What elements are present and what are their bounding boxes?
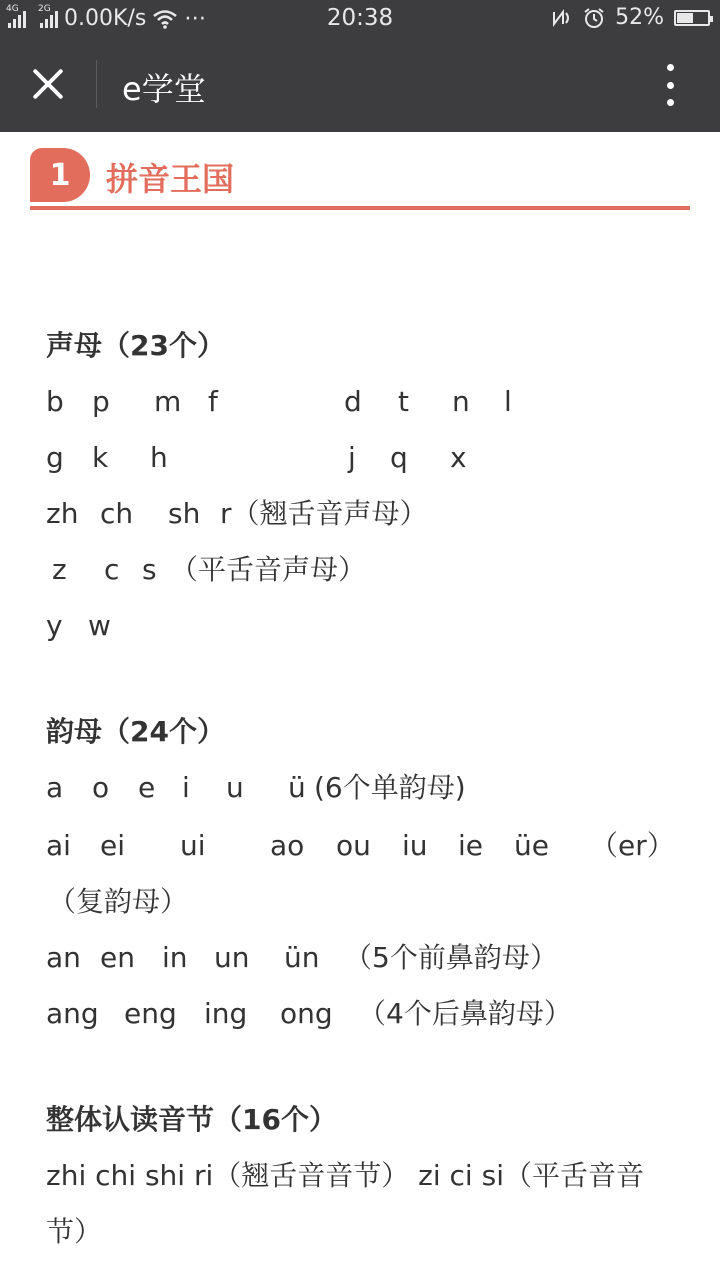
pinyin-token: s [142,553,157,586]
pinyin-token: ei [100,829,126,862]
pinyin-token: (6个单韵母) [314,771,466,804]
pinyin-token: b [46,385,64,418]
pinyin-token: y [46,609,63,642]
pinyin-token: ao [270,829,305,862]
pinyin-token: ang [46,997,99,1030]
battery-icon [674,10,710,26]
nav-divider [96,60,97,108]
network-type-label-2: 2G [38,3,51,14]
pinyin-token: ch [100,497,134,530]
pinyin-token: ing [204,997,248,1030]
status-right [551,5,710,30]
dot-icon [667,99,674,106]
pinyin-token: ui [180,829,206,862]
battery-fill [677,13,693,23]
pinyin-line [46,826,686,866]
pinyin-token: o [92,771,110,804]
status-bar [0,0,720,36]
pinyin-token: l [504,385,512,418]
pinyin-token: m [154,385,182,418]
pinyin-line [46,606,686,646]
pinyin-token: ie [458,829,484,862]
pinyin-token: un [214,941,250,974]
pinyin-token: n [452,385,470,418]
network-speed: 0.00K/s [64,6,147,31]
pinyin-token: r（翘舌音声母） [220,497,428,530]
nav-title: e学堂 [122,70,206,108]
pinyin-token: ai [46,829,71,862]
pinyin-line [46,882,686,922]
section-header [30,146,690,212]
pinyin-token: a [46,771,64,804]
pinyin-token: iu [402,829,428,862]
clock: 20:38 [326,5,394,31]
close-button[interactable] [26,62,70,106]
section-number-badge: 1 [30,148,90,202]
pinyin-token: （er） [590,829,675,862]
pinyin-token: i [182,771,190,804]
pinyin-token: zh [46,497,79,530]
pinyin-token: u [226,771,244,804]
pinyin-line [46,382,686,422]
pinyin-token: j [348,441,356,474]
pinyin-token: h [150,441,168,474]
more-options-button[interactable] [660,64,680,106]
pinyin-line [46,494,686,534]
pinyin-token: k [92,441,109,474]
pinyin-line [46,438,686,478]
pinyin-token: p [92,385,110,418]
section-divider [30,206,690,210]
pinyin-token: z [52,553,67,586]
pinyin-line [46,1156,686,1196]
pinyin-token: e [138,771,156,804]
nfc-icon [551,8,573,28]
pinyin-token: ou [336,829,371,862]
alarm-icon [583,7,605,29]
pinyin-line [46,994,686,1034]
battery-percent: 52% [615,5,664,30]
pinyin-token: x [450,441,467,474]
pinyin-token: t [398,385,409,418]
pinyin-token: zhi chi shi ri（翘舌音音节） zi ci si（平舌音音 [46,1159,644,1192]
pinyin-line [46,938,686,978]
more-notifications-icon: ⋯ [184,6,207,31]
pinyin-token: ün [284,941,320,974]
pinyin-token: d [344,385,362,418]
pinyin-token: c [104,553,120,586]
group-heading: 韵母（24个） [46,715,225,748]
pinyin-token: w [88,609,111,642]
section-title: 拼音王国 [106,160,235,198]
pinyin-token: （5个前鼻韵母） [344,941,558,974]
pinyin-token: f [208,385,218,418]
pinyin-token: eng [124,997,177,1030]
pinyin-token: 节） [46,1215,103,1248]
pinyin-token: （复韵母） [48,885,189,918]
pinyin-token: üe [514,829,549,862]
dot-icon [667,64,674,71]
pinyin-token: q [390,441,408,474]
pinyin-token: an [46,941,81,974]
pinyin-token: sh [168,497,201,530]
pinyin-token: （平舌音声母） [170,553,367,586]
nav-bar [0,36,720,132]
pinyin-line [46,550,686,590]
dot-icon [667,82,674,89]
pinyin-token: ü [288,771,306,804]
group-heading: 声母（23个） [46,329,225,362]
pinyin-token: ong [280,997,333,1030]
group-heading: 整体认读音节（16个） [46,1103,337,1136]
pinyin-token: g [46,441,64,474]
pinyin-token: en [100,941,135,974]
pinyin-line [46,1212,686,1252]
pinyin-line [46,768,686,808]
network-type-label: 4G [6,3,19,14]
pinyin-token: in [162,941,188,974]
pinyin-token: （4个后鼻韵母） [358,997,572,1030]
